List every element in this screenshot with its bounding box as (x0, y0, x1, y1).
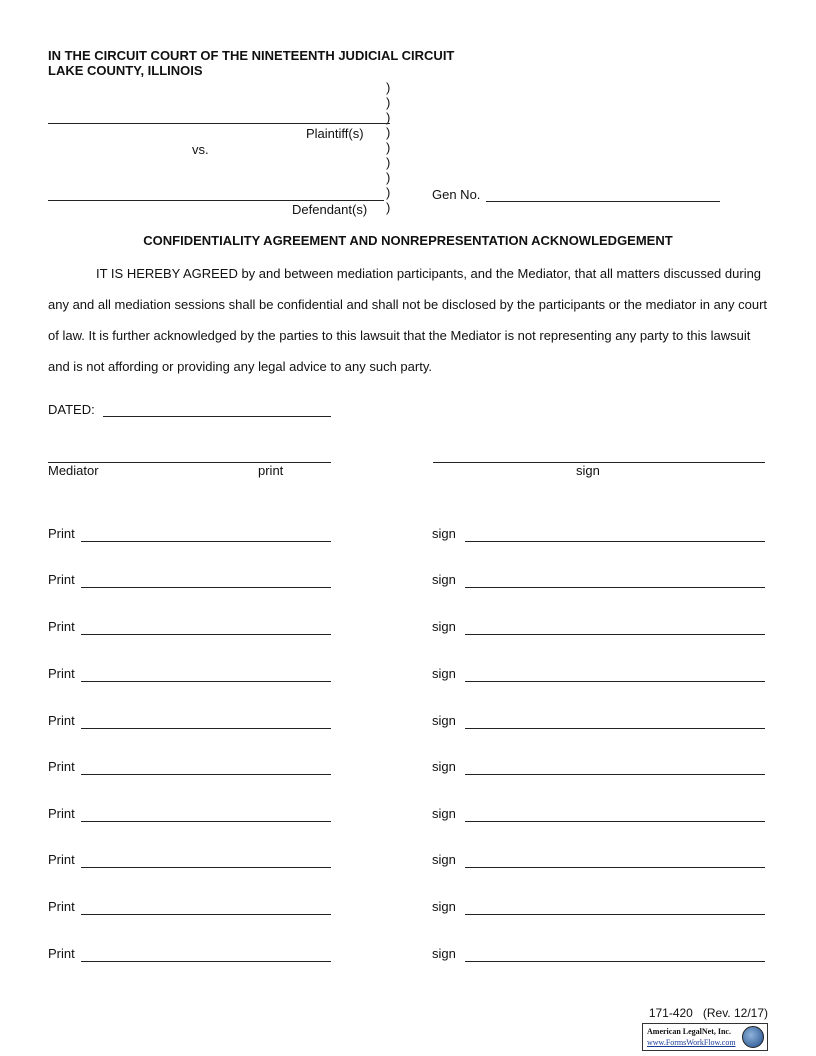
sign-label: sign (432, 852, 456, 867)
paren: ) (386, 170, 391, 185)
dated-label: DATED: (48, 402, 95, 417)
county-name: LAKE COUNTY, ILLINOIS (48, 63, 203, 78)
sign-line[interactable] (465, 681, 765, 682)
paren: ) (386, 140, 391, 155)
plaintiff-line[interactable] (48, 123, 390, 124)
sign-line[interactable] (465, 961, 765, 962)
document-title: CONFIDENTIALITY AGREEMENT AND NONREPRESENTATION ACKNOWLEDGEMENT (143, 233, 673, 248)
signature-row (0, 713, 816, 733)
gen-no-field[interactable] (486, 201, 720, 202)
print-line[interactable] (81, 634, 331, 635)
signature-row (0, 619, 816, 639)
print-line[interactable] (81, 728, 331, 729)
plaintiff-label: Plaintiff(s) (306, 126, 364, 141)
form-number: 171-420 (Rev. 12/17) (648, 1006, 768, 1020)
print-label: Print (48, 946, 75, 961)
sign-label: sign (432, 713, 456, 728)
mediator-sign-label: sign (576, 463, 600, 478)
dated-field[interactable] (103, 416, 331, 417)
sign-label: sign (432, 666, 456, 681)
sign-line[interactable] (465, 914, 765, 915)
sign-line[interactable] (465, 774, 765, 775)
logo-url[interactable]: www.FormsWorkFlow.com (647, 1038, 736, 1047)
sign-line[interactable] (465, 541, 765, 542)
print-label: Print (48, 713, 75, 728)
defendant-line[interactable] (48, 200, 384, 201)
print-line[interactable] (81, 541, 331, 542)
caption-parens (386, 80, 390, 215)
mediator-label: Mediator (48, 463, 99, 478)
print-label: Print (48, 806, 75, 821)
print-label: Print (48, 526, 75, 541)
gen-no-label: Gen No. (432, 187, 481, 202)
agreement-text: IT IS HEREBY AGREED by and between mediation participants, and the Mediator, that all matters discussed during any and all mediation sessions shall be confidential and shall not be disclosed by the participants or the mediator in any court of law. It is further acknowledged by the parties to this lawsuit that the Mediator is not representing any party to this lawsuit and is not affording or providing any legal advice to any such party. (48, 266, 768, 374)
sign-label: sign (432, 946, 456, 961)
print-label: Print (48, 666, 75, 681)
logo-company: American LegalNet, Inc. (647, 1027, 731, 1036)
sign-label: sign (432, 619, 456, 634)
print-label: Print (48, 572, 75, 587)
sign-label: sign (432, 806, 456, 821)
signature-row (0, 526, 816, 546)
signature-row (0, 806, 816, 826)
print-line[interactable] (81, 681, 331, 682)
sign-line[interactable] (465, 587, 765, 588)
print-line[interactable] (81, 587, 331, 588)
publisher-logo[interactable] (642, 1023, 768, 1051)
sign-line[interactable] (465, 867, 765, 868)
agreement-paragraph (48, 258, 770, 382)
globe-icon (742, 1026, 764, 1048)
sign-label: sign (432, 572, 456, 587)
signature-row (0, 572, 816, 592)
print-line[interactable] (81, 774, 331, 775)
sign-line[interactable] (465, 728, 765, 729)
signature-row (0, 666, 816, 686)
print-line[interactable] (81, 821, 331, 822)
print-line[interactable] (81, 961, 331, 962)
print-label: Print (48, 852, 75, 867)
print-label: Print (48, 759, 75, 774)
signature-row (0, 852, 816, 872)
sign-line[interactable] (465, 634, 765, 635)
signature-row (0, 759, 816, 779)
defendant-label: Defendant(s) (292, 202, 368, 217)
sign-label: sign (432, 899, 456, 914)
paren: ) (386, 110, 391, 125)
paren: ) (386, 95, 391, 110)
sign-label: sign (432, 526, 456, 541)
print-line[interactable] (81, 867, 331, 868)
print-label: Print (48, 619, 75, 634)
court-name: IN THE CIRCUIT COURT OF THE NINETEENTH JUDICIAL CIRCUIT (48, 48, 455, 63)
sign-line[interactable] (465, 821, 765, 822)
paren: ) (386, 185, 391, 200)
paren: ) (386, 80, 391, 95)
paren: ) (386, 155, 391, 170)
print-line[interactable] (81, 914, 331, 915)
signature-row (0, 899, 816, 919)
signature-row (0, 946, 816, 966)
paren: ) (386, 200, 391, 215)
print-label: Print (48, 899, 75, 914)
paren: ) (386, 125, 391, 140)
mediator-print-label: print (258, 463, 284, 478)
vs-label: vs. (192, 142, 209, 157)
sign-label: sign (432, 759, 456, 774)
